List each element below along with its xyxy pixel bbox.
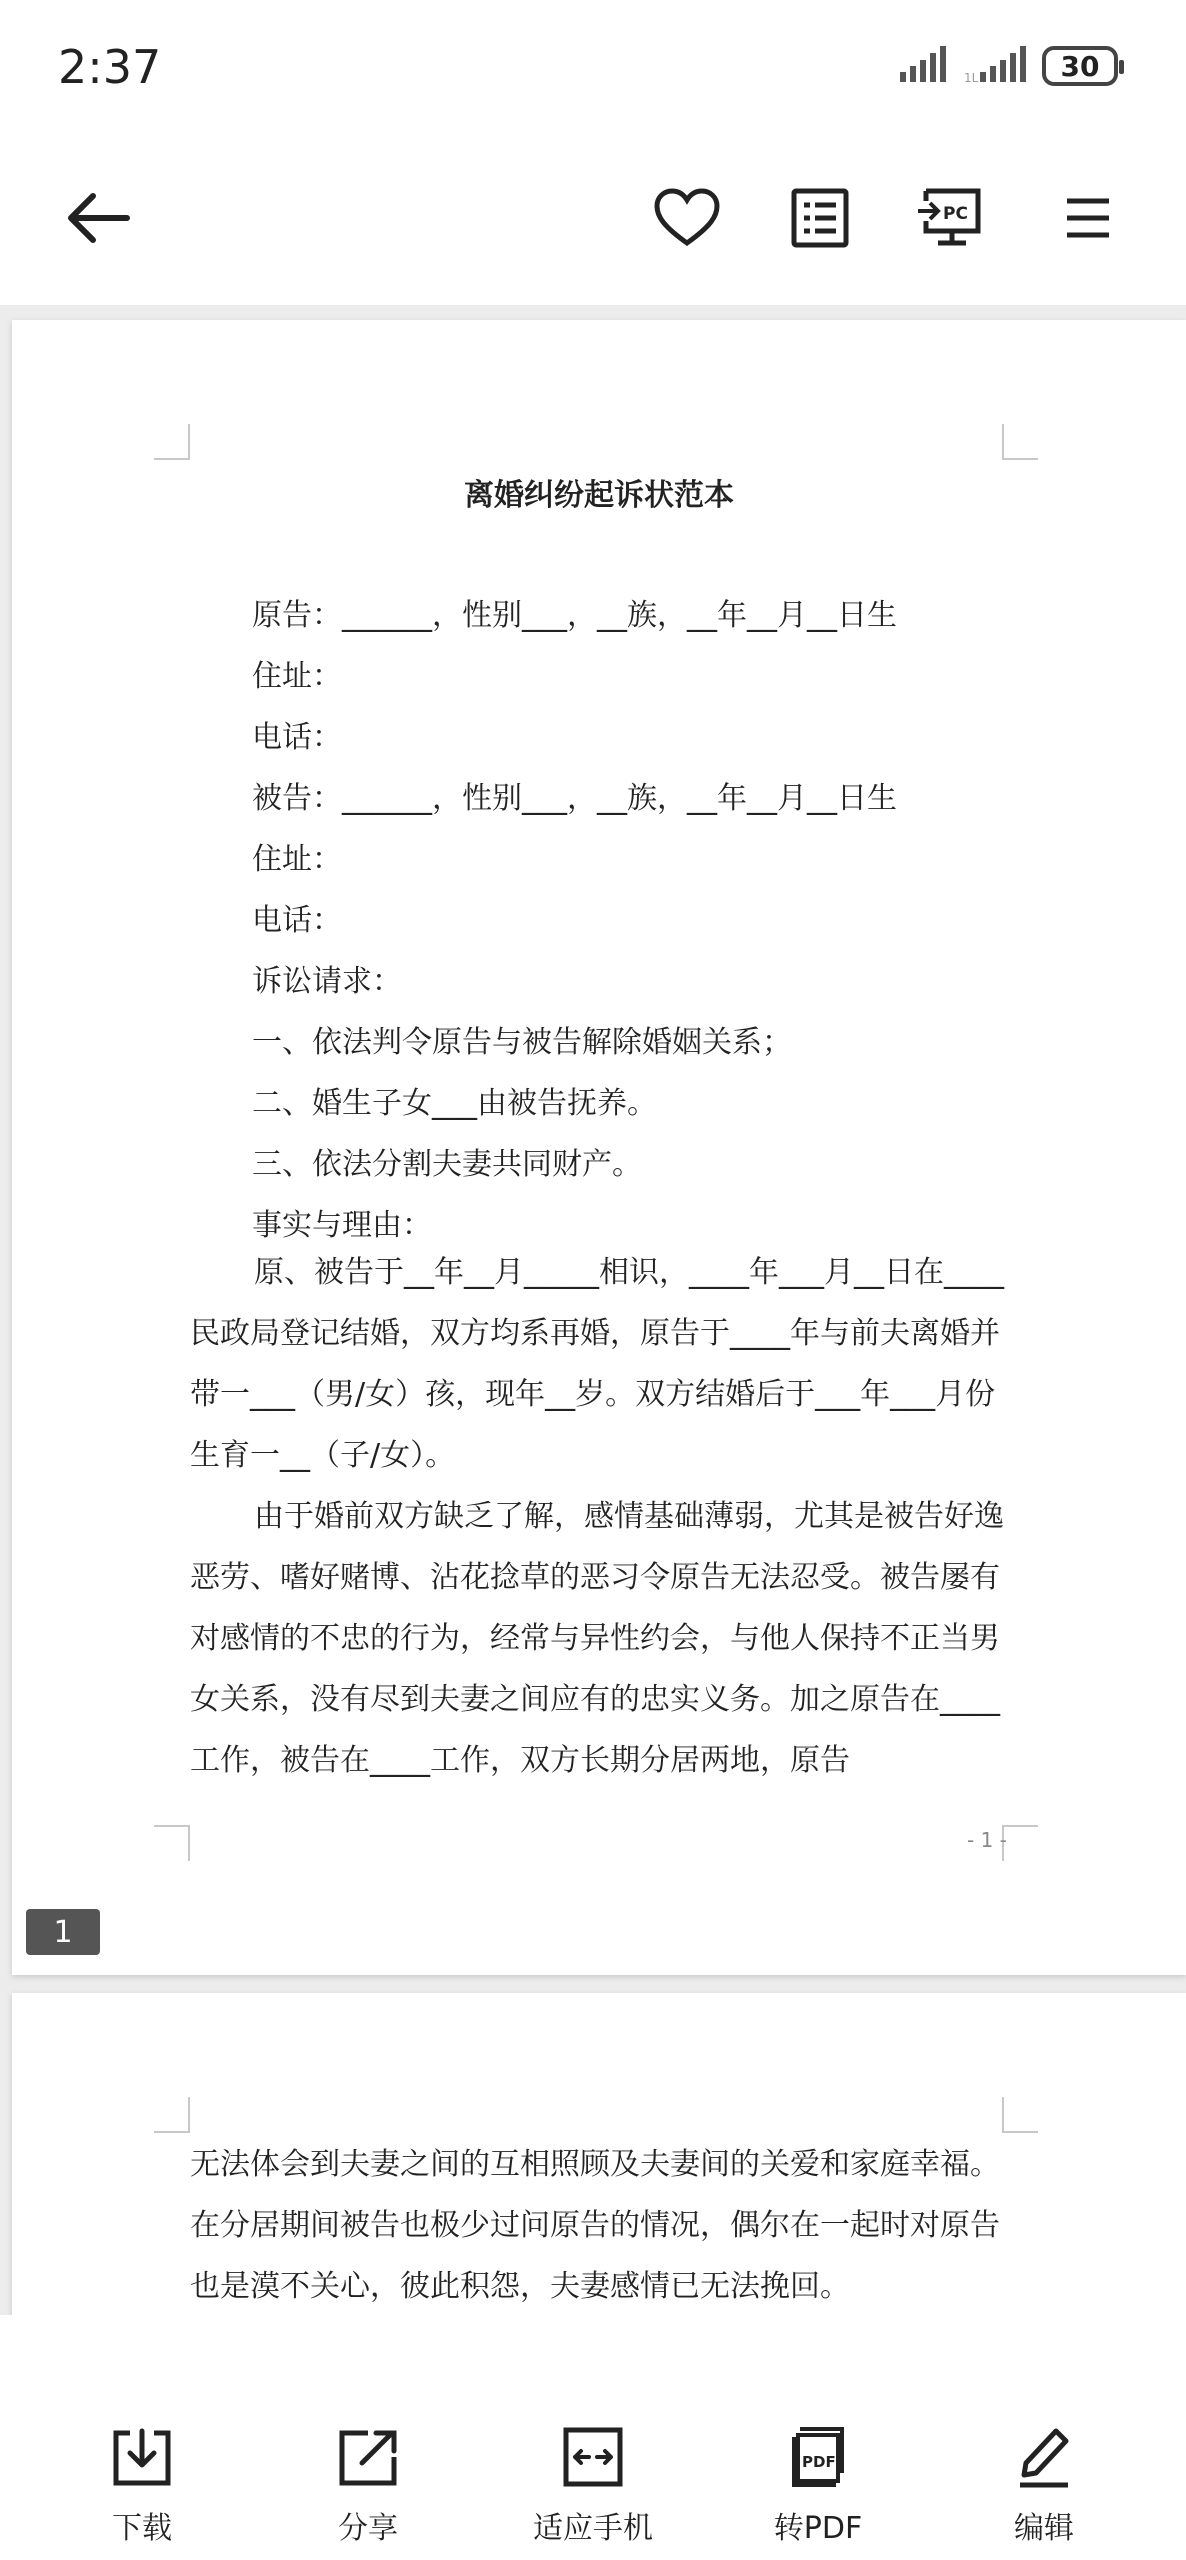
facts-paragraph-2: 由于婚前双方缺乏了解，感情基础薄弱，尤其是被告好逸恶劳、嗜好赌博、沾花捻草的恶习令原告无法忍受。被告屡有对感情的不忠的行为，经常与异性约会，与他人保持不正当男女关系，没有尽到夫妻之间应有的忠实义务。加之原告在____工作，被告在____工作，双方长期分居两地，原告	[190, 1499, 1004, 1778]
edit-button[interactable]	[964, 2425, 1124, 2555]
crop-mark	[154, 1825, 190, 1861]
menu-icon[interactable]	[1048, 178, 1128, 258]
facts-heading: 事实与理由：	[252, 1208, 432, 1243]
claim-3: 三、依法分割夫妻共同财产。	[252, 1147, 642, 1182]
signal-icon-2	[964, 44, 1030, 84]
top-toolbar	[0, 140, 1186, 305]
crop-mark	[154, 424, 190, 460]
crop-mark	[1002, 2097, 1038, 2133]
pen-icon	[1012, 2425, 1076, 2489]
claims-heading: 诉讼请求：	[252, 964, 402, 999]
fit-screen-icon	[561, 2425, 625, 2489]
share-button[interactable]	[288, 2425, 448, 2555]
plaintiff-address: 住址：	[252, 659, 342, 694]
svg-text:PC: PC	[943, 204, 968, 224]
facts-paragraph-1: 原、被告于__年__月_____相识，____年___月__日在____民政局登记结婚，双方均系再婚，原告于____年与前夫离婚并带一___（男/女）孩，现年__岁。双方结婚后于___年___月份生育一__（子/女）。	[190, 1255, 1004, 1473]
status-time: 2:37	[58, 40, 162, 94]
back-arrow-icon[interactable]	[58, 178, 138, 258]
crop-mark	[154, 2097, 190, 2133]
share-icon	[336, 2425, 400, 2489]
list-icon[interactable]	[780, 178, 860, 258]
page2-paragraph-1: 无法体会到夫妻之间的互相照顾及夫妻间的关爱和家庭幸福。在分居期间被告也极少过问原告的情况，偶尔在一起时对原告也是漠不关心，彼此积怨，夫妻感情已无法挽回。	[190, 2147, 1000, 2304]
heart-icon[interactable]	[647, 178, 727, 258]
share-label: 分享	[338, 2511, 398, 2546]
claim-2: 二、婚生子女___由被告抚养。	[252, 1086, 657, 1121]
crop-mark	[1002, 424, 1038, 460]
fit-phone-button[interactable]	[513, 2425, 673, 2555]
plaintiff-phone: 电话：	[252, 720, 342, 755]
page-footer-number: - 1 -	[967, 1828, 1007, 1852]
download-label: 下载	[112, 2511, 172, 2546]
page-indicator: 1	[26, 1909, 100, 1955]
defendant-address: 住址：	[252, 842, 342, 877]
pc-icon[interactable]	[910, 178, 990, 258]
claim-1: 一、依法判令原告与被告解除婚姻关系；	[252, 1025, 792, 1060]
status-bar	[0, 0, 1186, 140]
document-page-1	[12, 320, 1186, 1975]
signal-icon	[900, 44, 950, 84]
crop-mark	[1002, 1825, 1038, 1861]
svg-text:PDF: PDF	[802, 2453, 836, 2471]
bottom-toolbar	[0, 2315, 1186, 2560]
defendant-line: 被告：______，性别___，__族，__年__月__日生	[252, 781, 897, 816]
defendant-phone: 电话：	[252, 903, 342, 938]
convert-pdf-button[interactable]	[738, 2425, 898, 2555]
download-icon	[110, 2425, 174, 2489]
svg-text:1L: 1L	[964, 71, 979, 84]
convert-pdf-label: 转PDF	[773, 2511, 863, 2546]
plaintiff-line: 原告：______，性别___，__族，__年__月__日生	[252, 598, 897, 633]
edit-label: 编辑	[1014, 2511, 1074, 2546]
pdf-icon	[786, 2425, 850, 2489]
download-button[interactable]	[62, 2425, 222, 2555]
fit-phone-label: 适应手机	[533, 2511, 653, 2546]
battery-icon: 30	[1042, 46, 1118, 86]
document-title: 离婚纠纷起诉状范本	[464, 478, 734, 513]
